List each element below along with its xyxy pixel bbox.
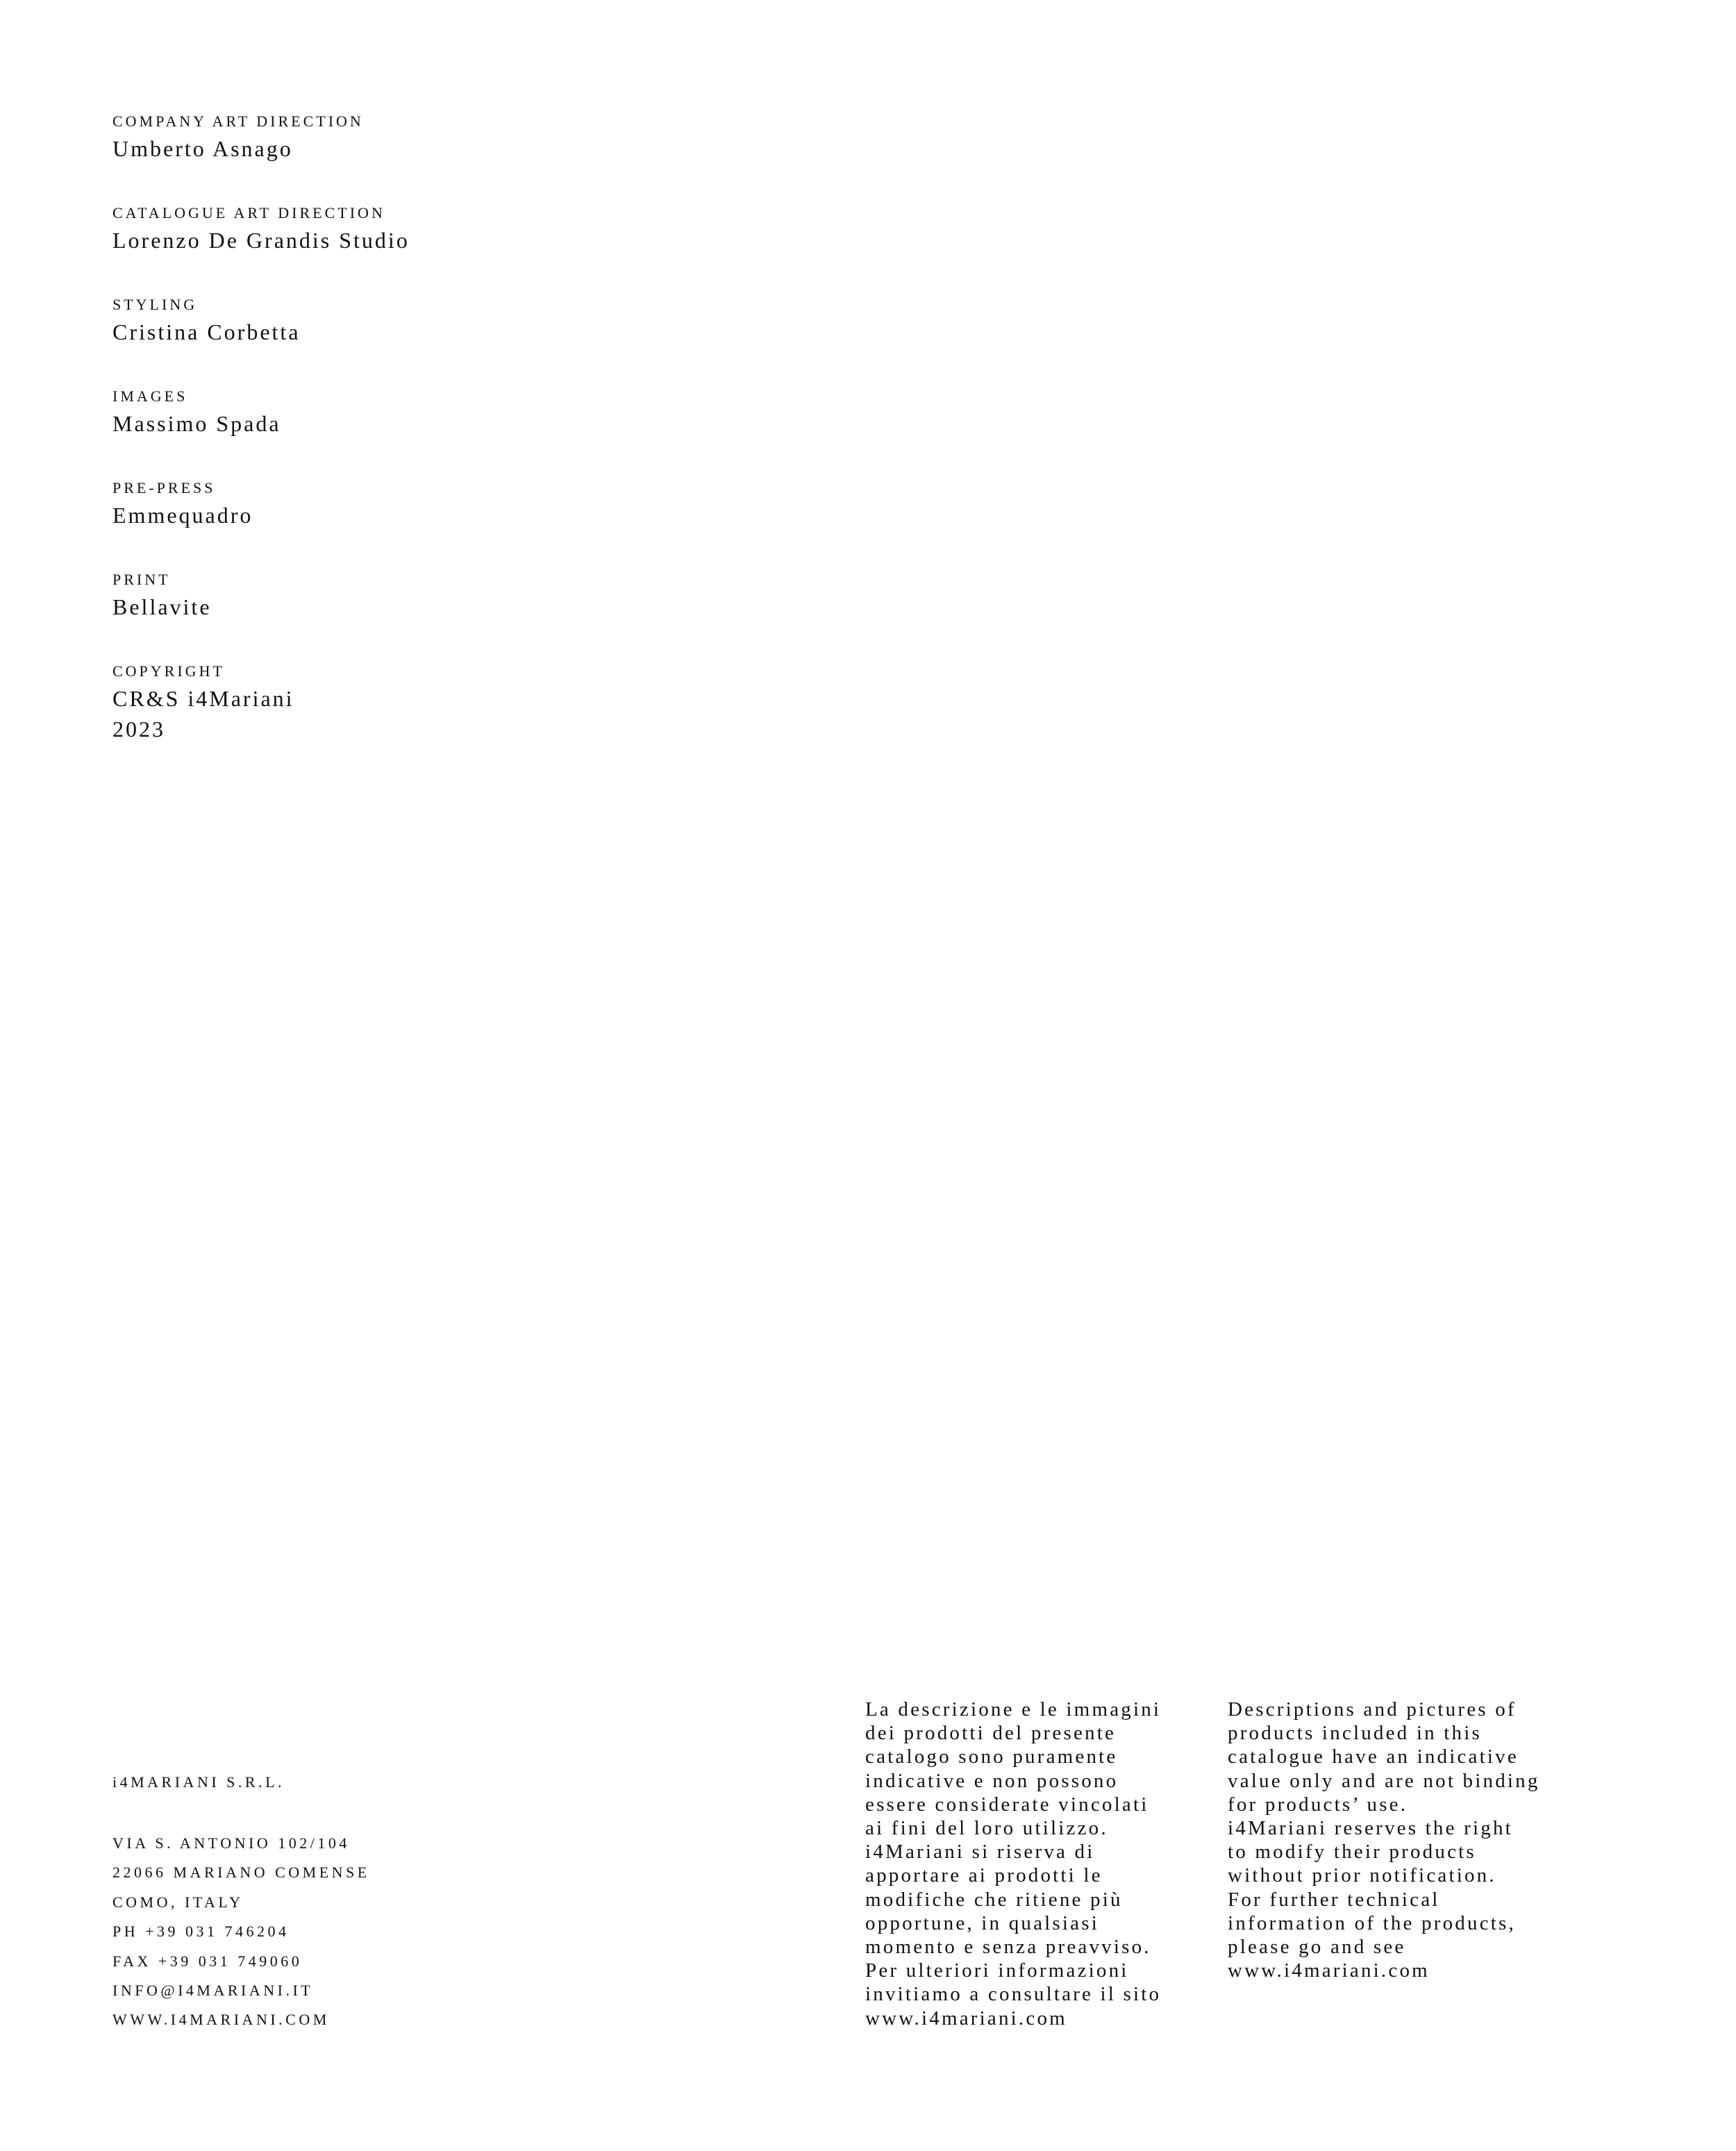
disclaimer-english: Descriptions and pictures of products included in this catalogue have an indicative value only and are not binding for products’ use. i4Mariani reserves the right to modify their products without prior notification. For further technical information of the products, please go and see www.i4mariani.com: [1228, 1698, 1540, 1982]
credit-value: CR&S i4Mariani: [112, 686, 294, 711]
credit-value: Bellavite: [112, 594, 212, 619]
phone-number: PH +39 031 746204: [112, 1923, 290, 1941]
email-address: INFO@I4MARIANI.IT: [112, 1982, 314, 2000]
credit-styling: [112, 293, 737, 347]
credits-section: [112, 110, 737, 782]
credit-print: [112, 568, 737, 622]
credit-value: Cristina Corbetta: [112, 319, 301, 344]
credit-value: Emmequadro: [112, 503, 253, 528]
credit-value: Lorenzo De Grandis Studio: [112, 228, 410, 253]
credit-label: COPYRIGHT: [112, 662, 225, 680]
address-country: COMO, ITALY: [112, 1893, 244, 1911]
disclaimer-italian: La descrizione e le immagini dei prodotti del presente catalogo sono puramente indicative e non possono essere considerate vincolati ai fini del loro utilizzo. i4Mariani si riserva di apportare ai prodotti le modifiche che ritiene più opportune, in qualsiasi momento e senza preavviso. Per ulteriori informazioni invitiamo a consultare il sito www.i4mariani.com: [865, 1698, 1162, 2029]
credit-catalogue-art-direction: [112, 201, 737, 256]
address-city: 22066 MARIANO COMENSE: [112, 1864, 370, 1882]
website-url: WWW.I4MARIANI.COM: [112, 2011, 330, 2029]
credit-pre-press: [112, 476, 737, 530]
credit-label: PRE-PRESS: [112, 479, 216, 496]
credit-label: IMAGES: [112, 387, 188, 405]
credit-label: COMPANY ART DIRECTION: [112, 112, 364, 130]
credit-company-art-direction: [112, 110, 737, 164]
credit-year: 2023: [112, 717, 165, 742]
company-info: [112, 1771, 737, 2035]
credit-value: Massimo Spada: [112, 411, 281, 436]
credit-label: CATALOGUE ART DIRECTION: [112, 204, 385, 221]
credit-images: [112, 385, 737, 439]
address-street: VIA S. ANTONIO 102/104: [112, 1834, 350, 1852]
credit-value: Umberto Asnago: [112, 136, 293, 161]
credit-copyright: [112, 660, 737, 744]
fax-number: FAX +39 031 749060: [112, 1952, 303, 1970]
company-name: i4MARIANI S.R.L.: [112, 1773, 285, 1791]
credit-label: STYLING: [112, 296, 198, 313]
credit-label: PRINT: [112, 571, 171, 588]
